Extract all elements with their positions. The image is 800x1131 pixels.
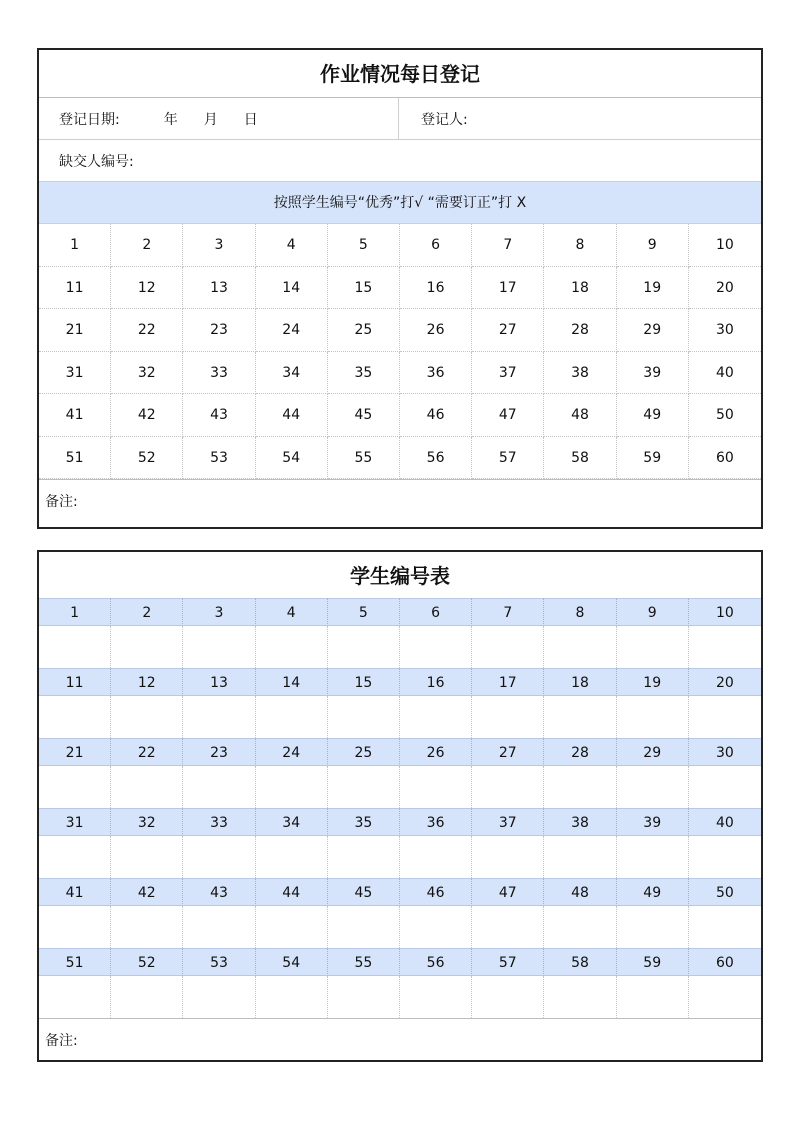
student-name-cell[interactable] (544, 696, 616, 738)
student-number-header: 28 (544, 738, 616, 766)
student-number-header: 60 (689, 948, 761, 976)
student-number-header: 8 (544, 598, 616, 626)
student-number-cell[interactable]: 8 (544, 224, 616, 267)
student-number-header: 25 (328, 738, 400, 766)
homework-daily-register-sheet (37, 48, 763, 529)
student-number-cell[interactable]: 27 (472, 309, 544, 352)
student-name-cell[interactable] (256, 696, 328, 738)
student-number-header: 10 (689, 598, 761, 626)
student-number-header: 55 (328, 948, 400, 976)
student-name-cell[interactable] (689, 766, 761, 808)
month-label: 月 (203, 111, 218, 128)
student-number-cell[interactable]: 6 (400, 224, 472, 267)
student-number-header: 11 (39, 668, 111, 696)
student-number-cell[interactable]: 50 (689, 394, 761, 437)
student-name-cell[interactable] (183, 766, 255, 808)
student-name-cell[interactable] (617, 696, 689, 738)
student-number-header: 27 (472, 738, 544, 766)
student-number-cell[interactable]: 17 (472, 267, 544, 310)
student-number-header: 6 (400, 598, 472, 626)
student-number-cell[interactable]: 22 (111, 309, 183, 352)
student-name-cell[interactable] (256, 766, 328, 808)
student-number-cell[interactable]: 35 (328, 352, 400, 395)
student-number-header: 56 (400, 948, 472, 976)
student-number-header: 21 (39, 738, 111, 766)
student-number-header: 46 (400, 878, 472, 906)
student-number-cell[interactable]: 59 (617, 437, 689, 480)
student-number-header: 36 (400, 808, 472, 836)
student-number-header: 17 (472, 668, 544, 696)
student-number-cell[interactable]: 12 (111, 267, 183, 310)
student-number-header: 37 (472, 808, 544, 836)
student-name-cell[interactable] (617, 836, 689, 878)
student-number-cell[interactable]: 11 (39, 267, 111, 310)
student-number-cell[interactable]: 41 (39, 394, 111, 437)
recorder-label: 登记人: (421, 111, 468, 128)
student-name-cell[interactable] (544, 906, 616, 948)
student-number-cell[interactable]: 46 (400, 394, 472, 437)
student-name-cell[interactable] (39, 976, 111, 1018)
student-name-cell[interactable] (472, 976, 544, 1018)
student-number-header: 50 (689, 878, 761, 906)
student-name-cell[interactable] (617, 766, 689, 808)
student-number-cell[interactable]: 15 (328, 267, 400, 310)
student-name-cell[interactable] (328, 906, 400, 948)
student-name-cell[interactable] (183, 976, 255, 1018)
student-number-header: 41 (39, 878, 111, 906)
student-name-cell[interactable] (400, 696, 472, 738)
recorder-field[interactable] (399, 109, 468, 129)
student-name-cell[interactable] (544, 976, 616, 1018)
student-number-cell[interactable]: 40 (689, 352, 761, 395)
student-number-header: 53 (183, 948, 255, 976)
student-name-cell[interactable] (183, 836, 255, 878)
student-number-header: 51 (39, 948, 111, 976)
student-name-cell[interactable] (689, 976, 761, 1018)
student-name-cell[interactable] (111, 626, 183, 668)
student-number-cell[interactable]: 28 (544, 309, 616, 352)
student-number-header: 26 (400, 738, 472, 766)
remark-field[interactable] (39, 479, 761, 525)
student-name-cell[interactable] (328, 836, 400, 878)
student-number-cell[interactable]: 56 (400, 437, 472, 480)
student-number-cell[interactable]: 10 (689, 224, 761, 267)
student-number-header: 34 (256, 808, 328, 836)
student-number-cell[interactable]: 4 (256, 224, 328, 267)
student-number-header: 58 (544, 948, 616, 976)
student-name-cell[interactable] (256, 626, 328, 668)
student-number-cell[interactable]: 58 (544, 437, 616, 480)
student-name-cell[interactable] (256, 906, 328, 948)
student-number-cell[interactable]: 31 (39, 352, 111, 395)
student-number-header: 59 (617, 948, 689, 976)
student-number-header: 33 (183, 808, 255, 836)
student-name-cell[interactable] (472, 906, 544, 948)
day-label: 日 (243, 111, 258, 128)
student-number-cell[interactable]: 38 (544, 352, 616, 395)
student-name-cell[interactable] (111, 766, 183, 808)
missing-label: 缺交人编号: (59, 153, 134, 170)
student-name-cell[interactable] (111, 836, 183, 878)
student-number-header: 38 (544, 808, 616, 836)
student-name-cell[interactable] (617, 626, 689, 668)
student-number-header: 20 (689, 668, 761, 696)
student-number-cell[interactable]: 29 (617, 309, 689, 352)
student-number-cell[interactable]: 36 (400, 352, 472, 395)
student-name-cell[interactable] (183, 906, 255, 948)
student-number-cell[interactable]: 13 (183, 267, 255, 310)
remark-label: 备注: (45, 494, 78, 510)
student-number-cell[interactable]: 20 (689, 267, 761, 310)
date-field[interactable] (39, 98, 399, 139)
student-number-header: 13 (183, 668, 255, 696)
student-number-header: 49 (617, 878, 689, 906)
student-number-grid (39, 224, 761, 479)
student-number-cell[interactable]: 49 (617, 394, 689, 437)
student-name-grid (39, 598, 761, 1018)
student-number-header: 15 (328, 668, 400, 696)
student-number-header: 44 (256, 878, 328, 906)
date-recorder-row (39, 98, 761, 140)
student-number-cell[interactable]: 44 (256, 394, 328, 437)
student-number-cell[interactable]: 25 (328, 309, 400, 352)
student-number-header: 23 (183, 738, 255, 766)
student-number-cell[interactable]: 30 (689, 309, 761, 352)
student-number-cell[interactable]: 18 (544, 267, 616, 310)
student-number-cell[interactable]: 14 (256, 267, 328, 310)
student-number-cell[interactable]: 43 (183, 394, 255, 437)
student-number-header: 43 (183, 878, 255, 906)
student-number-cell[interactable]: 7 (472, 224, 544, 267)
student-number-cell[interactable]: 51 (39, 437, 111, 480)
student-number-header: 2 (111, 598, 183, 626)
student-name-cell[interactable] (400, 836, 472, 878)
student-number-cell[interactable]: 34 (256, 352, 328, 395)
student-number-header: 32 (111, 808, 183, 836)
student-number-header: 39 (617, 808, 689, 836)
student-name-cell[interactable] (400, 626, 472, 668)
student-number-header: 29 (617, 738, 689, 766)
student-number-cell[interactable]: 53 (183, 437, 255, 480)
student-number-header: 14 (256, 668, 328, 696)
student-number-header: 40 (689, 808, 761, 836)
student-name-cell[interactable] (400, 766, 472, 808)
student-name-cell[interactable] (617, 976, 689, 1018)
student-number-cell[interactable]: 52 (111, 437, 183, 480)
student-number-header: 54 (256, 948, 328, 976)
year-label: 年 (163, 111, 178, 128)
student-number-cell[interactable]: 33 (183, 352, 255, 395)
student-number-cell[interactable]: 19 (617, 267, 689, 310)
student-name-cell[interactable] (689, 906, 761, 948)
student-number-header: 52 (111, 948, 183, 976)
student-name-cell[interactable] (256, 976, 328, 1018)
student-name-cell[interactable] (328, 696, 400, 738)
student-name-cell[interactable] (400, 976, 472, 1018)
student-name-cell[interactable] (472, 836, 544, 878)
student-number-cell[interactable]: 47 (472, 394, 544, 437)
student-number-cell[interactable]: 3 (183, 224, 255, 267)
student-number-cell[interactable]: 60 (689, 437, 761, 480)
sheet-title: 学生编号表 (350, 564, 450, 588)
student-number-cell[interactable]: 37 (472, 352, 544, 395)
instruction-banner: 按照学生编号“优秀”打√ “需要订正”打 X (39, 182, 761, 224)
student-name-cell[interactable] (111, 906, 183, 948)
sheet-title: 作业情况每日登记 (39, 50, 761, 98)
student-number-cell[interactable]: 5 (328, 224, 400, 267)
student-name-cell[interactable] (544, 766, 616, 808)
student-number-header: 47 (472, 878, 544, 906)
student-number-header: 45 (328, 878, 400, 906)
student-name-cell[interactable] (39, 696, 111, 738)
student-number-header: 9 (617, 598, 689, 626)
student-name-cell[interactable] (544, 626, 616, 668)
student-number-cell[interactable]: 24 (256, 309, 328, 352)
student-name-cell[interactable] (472, 626, 544, 668)
student-number-cell[interactable]: 32 (111, 352, 183, 395)
student-name-cell[interactable] (689, 836, 761, 878)
student-number-header: 3 (183, 598, 255, 626)
student-name-cell[interactable] (472, 696, 544, 738)
missing-students-field[interactable] (39, 140, 761, 182)
student-number-header: 12 (111, 668, 183, 696)
student-name-cell[interactable] (111, 696, 183, 738)
student-number-cell[interactable]: 48 (544, 394, 616, 437)
student-number-cell[interactable]: 55 (328, 437, 400, 480)
student-number-cell[interactable]: 45 (328, 394, 400, 437)
student-number-header: 7 (472, 598, 544, 626)
student-number-cell[interactable]: 2 (111, 224, 183, 267)
student-number-header: 31 (39, 808, 111, 836)
student-number-cell[interactable]: 54 (256, 437, 328, 480)
student-number-cell[interactable]: 42 (111, 394, 183, 437)
student-number-cell[interactable]: 21 (39, 309, 111, 352)
student-number-header: 48 (544, 878, 616, 906)
student-name-cell[interactable] (39, 836, 111, 878)
student-number-header: 22 (111, 738, 183, 766)
student-name-cell[interactable] (183, 696, 255, 738)
remark-label: 备注: (45, 1033, 78, 1049)
student-name-cell[interactable] (400, 906, 472, 948)
student-number-header: 19 (617, 668, 689, 696)
student-number-cell[interactable]: 57 (472, 437, 544, 480)
student-number-header: 57 (472, 948, 544, 976)
student-name-cell[interactable] (39, 626, 111, 668)
student-name-cell[interactable] (689, 626, 761, 668)
student-name-cell[interactable] (183, 626, 255, 668)
student-number-header: 4 (256, 598, 328, 626)
remark-field[interactable] (39, 1018, 761, 1064)
student-number-header: 30 (689, 738, 761, 766)
student-name-cell[interactable] (617, 906, 689, 948)
student-number-header: 5 (328, 598, 400, 626)
student-name-cell[interactable] (328, 766, 400, 808)
student-name-cell[interactable] (328, 976, 400, 1018)
student-name-cell[interactable] (111, 976, 183, 1018)
student-number-table-sheet (37, 550, 763, 1062)
student-number-cell[interactable]: 1 (39, 224, 111, 267)
student-number-cell[interactable]: 39 (617, 352, 689, 395)
student-number-header: 1 (39, 598, 111, 626)
student-number-cell[interactable]: 26 (400, 309, 472, 352)
student-number-header: 18 (544, 668, 616, 696)
student-name-cell[interactable] (39, 906, 111, 948)
student-name-cell[interactable] (39, 766, 111, 808)
student-name-cell[interactable] (328, 626, 400, 668)
student-name-cell[interactable] (689, 696, 761, 738)
date-label: 登记日期: (59, 111, 120, 128)
student-number-header: 42 (111, 878, 183, 906)
student-number-header: 35 (328, 808, 400, 836)
student-number-cell[interactable]: 9 (617, 224, 689, 267)
student-name-cell[interactable] (256, 836, 328, 878)
student-name-cell[interactable] (472, 766, 544, 808)
student-number-header: 16 (400, 668, 472, 696)
student-name-cell[interactable] (544, 836, 616, 878)
student-number-header: 24 (256, 738, 328, 766)
student-number-cell[interactable]: 16 (400, 267, 472, 310)
student-number-cell[interactable]: 23 (183, 309, 255, 352)
